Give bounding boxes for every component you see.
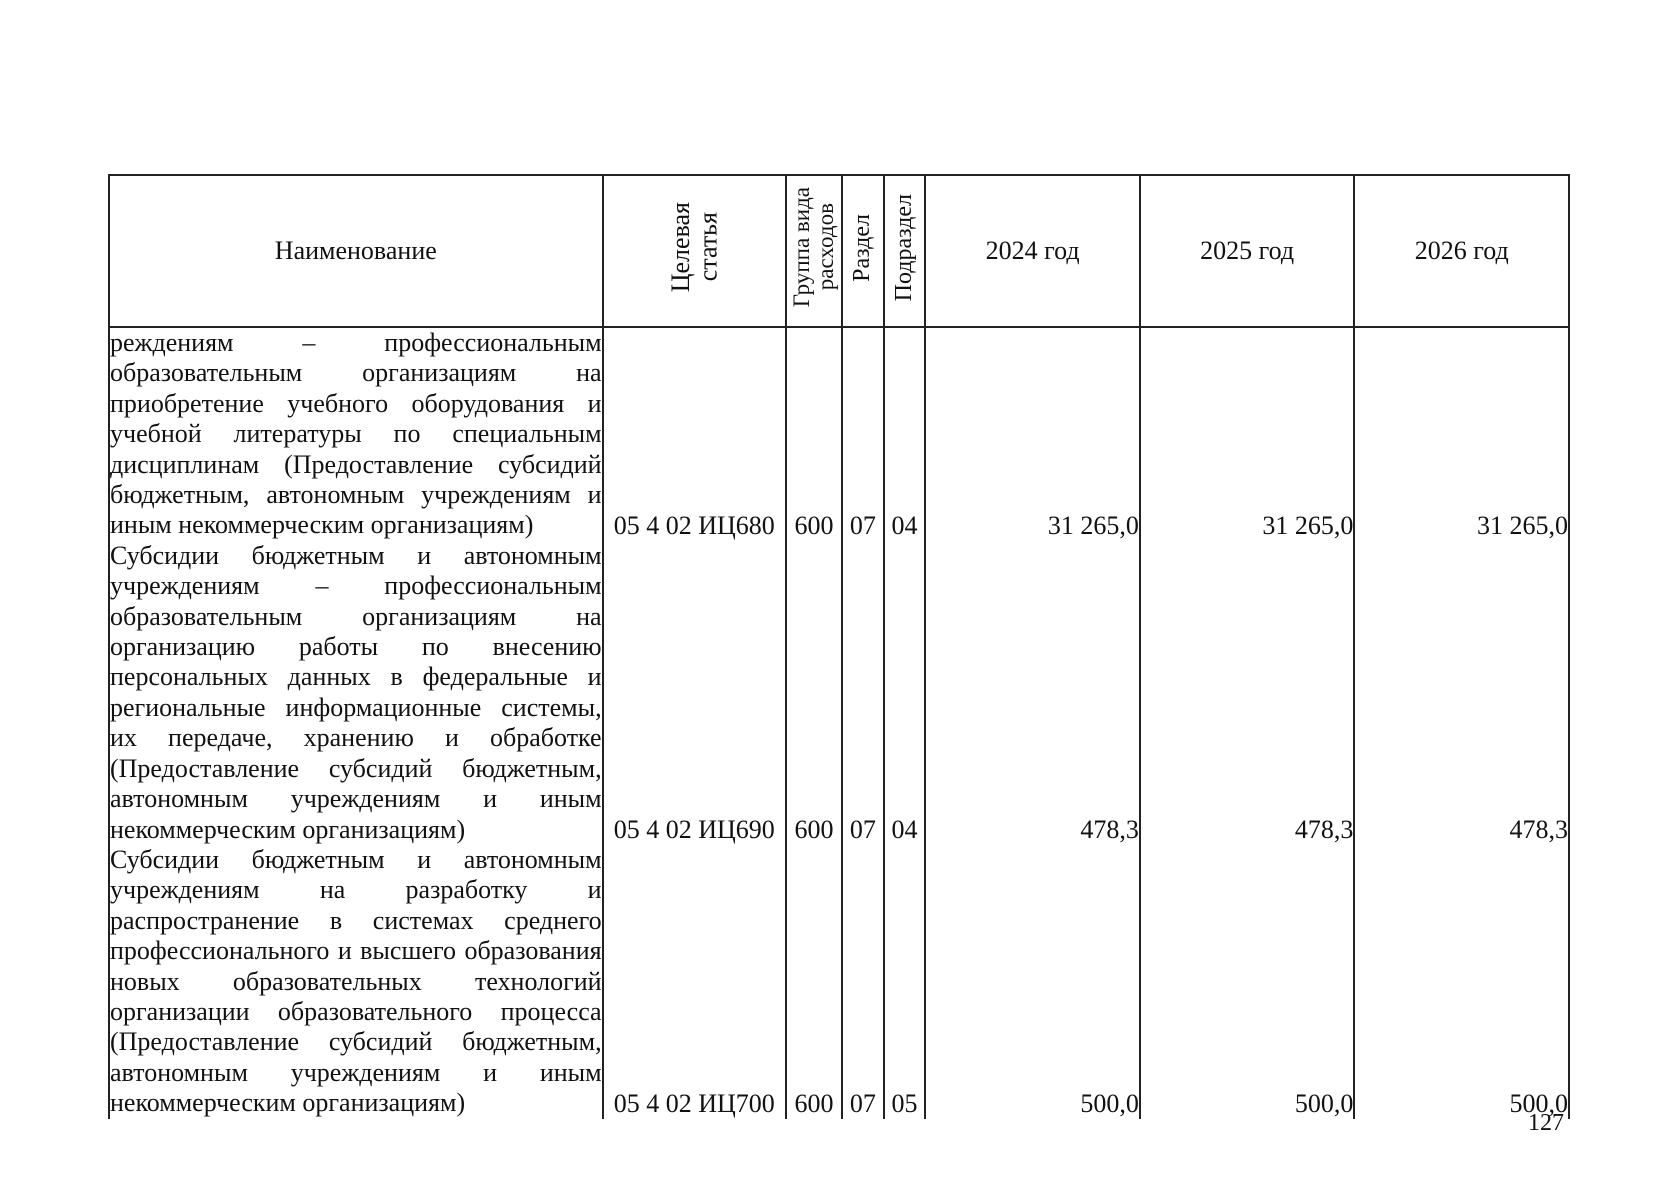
header-2024: 2024 год (925, 175, 1140, 327)
row-expense-group: 600 (786, 541, 842, 845)
row-value-2025: 31 265,0 (1140, 327, 1355, 541)
row-section: 07 (842, 845, 884, 1119)
budget-table (108, 174, 1570, 1119)
row-name: Субсидии бюджетным и автономным учреждениям – профессиональным образовательным организациям на организацию работы по внесению персональных данных в федеральные и региональные информационные системы, их передаче, хранению и обработке (Предоставление субсидий бюджетным, автономным учреждениям и иным некоммерческим организациям) (110, 540, 602, 844)
header-section: Раздел (842, 175, 884, 327)
row-value-2025: 500,0 (1140, 845, 1355, 1119)
header-row (109, 175, 1569, 327)
row-value-2026: 478,3 (1354, 541, 1569, 845)
table-row (109, 541, 1569, 845)
row-target-article: 05 4 02 ИЦ680 (603, 327, 786, 541)
row-subsection: 04 (884, 327, 926, 541)
row-expense-group: 600 (786, 327, 842, 541)
row-value-2024: 478,3 (925, 541, 1140, 845)
row-name: Субсидии бюджетным и автономным учреждениям на разработку и распространение в системах среднего профессионального и высшего образования новых образовательных технологий организации образовательного процесса (Предоставление субсидий бюджетным, автономным учреждениям и иным некоммерческим организациям) (110, 844, 602, 1118)
row-subsection: 05 (884, 845, 926, 1119)
row-subsection: 04 (884, 541, 926, 845)
header-subsection: Подраздел (884, 175, 926, 327)
row-target-article: 05 4 02 ИЦ700 (603, 845, 786, 1119)
page-number: 127 (1528, 1110, 1564, 1136)
row-value-2025: 478,3 (1140, 541, 1355, 845)
row-value-2026: 31 265,0 (1354, 327, 1569, 541)
row-expense-group: 600 (786, 845, 842, 1119)
table-row (109, 327, 1569, 541)
table-row (109, 845, 1569, 1119)
row-section: 07 (842, 327, 884, 541)
header-2025: 2025 год (1140, 175, 1355, 327)
row-section: 07 (842, 541, 884, 845)
row-name: реждениям – профессиональным образовательным организациям на приобретение учебного оборудования и учебной литературы по специальным дисциплинам (Предоставление субсидий бюджетным, автономным учреждениям и иным некоммерческим организациям) (110, 328, 602, 540)
header-2026: 2026 год (1354, 175, 1569, 327)
row-value-2024: 31 265,0 (925, 327, 1140, 541)
row-target-article: 05 4 02 ИЦ690 (603, 541, 786, 845)
header-name: Наименование (109, 175, 603, 327)
header-expense-group: Группа вида расходов (786, 175, 842, 327)
row-value-2026: 500,0 (1354, 845, 1569, 1119)
row-value-2024: 500,0 (925, 845, 1140, 1119)
header-target-article: Целевая статья (603, 175, 786, 327)
